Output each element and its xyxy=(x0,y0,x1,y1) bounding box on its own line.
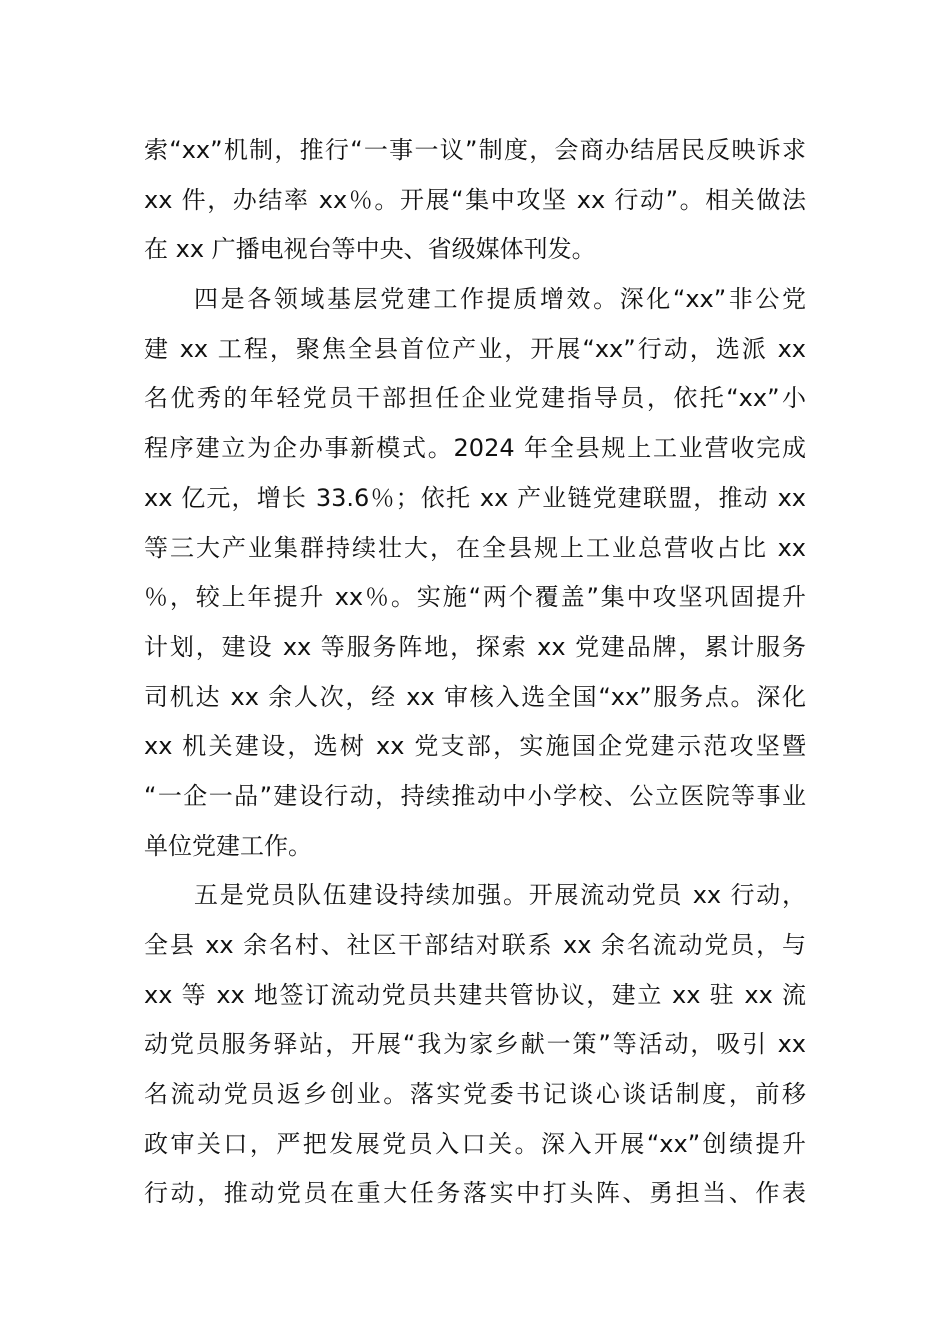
text-line: “一企一品”建设行动，持续推动中小学校、公立医院等事业 xyxy=(144,781,806,810)
text-line: 全县 xx 余名村、社区干部结对联系 xx 余名流动党员，与 xyxy=(144,931,806,959)
text-line: xx 机关建设，选树 xx 党支部，实施国企党建示范攻坚暨 xyxy=(144,732,806,761)
paragraph-grassroots-party-building xyxy=(144,275,806,871)
text-line: 程序建立为企办事新模式。2024 年全县规上工业营收完成 xyxy=(144,434,806,463)
text-line: ％，较上年提升 xx％。实施“两个覆盖”集中攻坚巩固提升 xyxy=(144,583,806,612)
paragraph-community-mechanism xyxy=(144,126,806,275)
text-line: 行动，推动党员在重大任务落实中打头阵、勇担当、作表 xyxy=(144,1179,806,1208)
text-line: 四是各领域基层党建工作提质增效。深化“xx”非公党 xyxy=(194,285,806,314)
text-line: 名流动党员返乡创业。落实党委书记谈心谈话制度，前移 xyxy=(144,1080,806,1109)
text-line: xx 等 xx 地签订流动党员共建共管协议，建立 xx 驻 xx 流 xyxy=(144,980,806,1009)
text-line: 等三大产业集群持续壮大，在全县规上工业总营收占比 xx xyxy=(144,533,806,562)
text-line: xx 件，办结率 xx％。开展“集中攻坚 xx 行动”。相关做法 xyxy=(144,185,806,214)
text-line: 建 xx 工程，聚焦全县首位产业，开展“xx”行动，选派 xx xyxy=(144,334,806,363)
text-line: 索“xx”机制，推行“一事一议”制度，会商办结居民反映诉求 xyxy=(144,136,806,164)
text-line: 司机达 xx 余人次，经 xx 审核入选全国“xx”服务点。深化 xyxy=(144,682,806,711)
text-line: 名优秀的年轻党员干部担任企业党建指导员，依托“xx”小 xyxy=(144,384,806,413)
text-line: 五是党员队伍建设持续加强。开展流动党员 xx 行动， xyxy=(194,881,806,910)
text-line: 计划，建设 xx 等服务阵地，探索 xx 党建品牌，累计服务 xyxy=(144,632,806,661)
text-line: 政审关口，严把发展党员入口关。深入开展“xx”创绩提升 xyxy=(144,1129,806,1158)
paragraph-party-member-team xyxy=(144,871,806,1219)
document-body xyxy=(144,126,806,1219)
text-line: 在 xx 广播电视台等中央、省级媒体刊发。 xyxy=(144,235,596,264)
text-line: 单位党建工作。 xyxy=(144,831,312,860)
text-line: xx 亿元，增长 33.6％；依托 xx 产业链党建联盟，推动 xx xyxy=(144,483,806,512)
text-line: 动党员服务驿站，开展“我为家乡献一策”等活动，吸引 xx xyxy=(144,1030,806,1059)
